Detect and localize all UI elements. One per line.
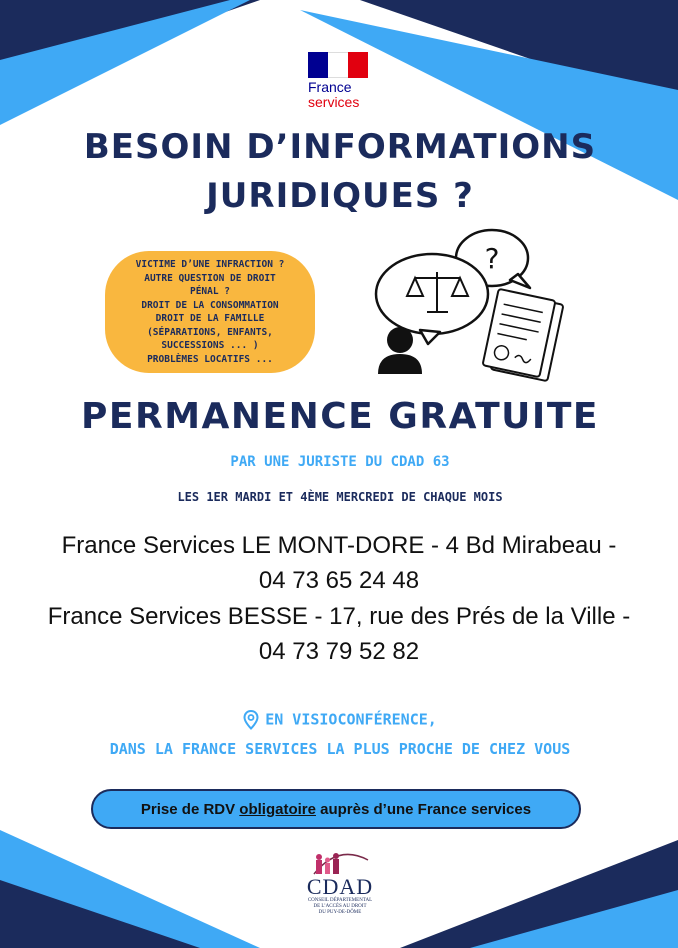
cdad-logo — [300, 850, 380, 915]
question-mark: ? — [484, 242, 500, 275]
visio-text-1: EN VISIOCONFÉRENCE, — [265, 710, 437, 729]
document-icon — [483, 289, 564, 381]
topic-line: AUTRE QUESTION DE DROIT — [144, 272, 276, 284]
phone-line: 04 73 79 52 82 — [258, 638, 420, 665]
rdv-banner — [91, 789, 581, 829]
permanence-heading: PERMANENCE GRATUITE — [81, 396, 599, 437]
logo-line-1: France — [308, 79, 352, 95]
permanence-schedule: LES 1ER MARDI ET 4ÈME MERCREDI DE CHAQUE MOIS — [177, 490, 503, 504]
rdv-text-before: Prise de RDV — [140, 800, 240, 818]
address-line: France Services BESSE - 17, rue des Prés de la Ville - — [47, 603, 631, 630]
cdad-sub-3: DU PUY-DE-DÔME — [318, 910, 362, 915]
topic-line: SUCCESSIONS ... ) — [161, 340, 259, 351]
phone-line: 04 73 65 24 48 — [258, 567, 420, 594]
cdad-name: CDAD — [306, 874, 374, 899]
topic-line: PÉNAL ? — [189, 286, 231, 297]
france-services-logo — [300, 50, 380, 112]
cdad-sub-2: DE L’ACCÈS AU DROIT — [313, 904, 367, 909]
rdv-emphasis: obligatoire — [239, 800, 316, 818]
logo-line-2: services — [308, 94, 360, 110]
title-line-2: JURIDIQUES ? — [206, 176, 474, 216]
cdad-family-icon — [308, 850, 372, 876]
title-line-1: BESOIN D’INFORMATIONS — [83, 127, 597, 167]
location-pin-icon — [243, 710, 259, 730]
topic-line: PROBLÈMES LOCATIFS ... — [147, 353, 273, 365]
visio-line-1 — [40, 710, 640, 730]
topic-line: DROIT DE LA CONSOMMATION — [141, 299, 279, 311]
legal-advice-illustration — [370, 222, 580, 390]
address-line: France Services LE MONT-DORE - 4 Bd Mirabeau - — [61, 532, 617, 559]
cdad-sub-1: CONSEIL DÉPARTEMENTAL — [307, 898, 373, 903]
permanence-by: PAR UNE JURISTE DU CDAD 63 — [230, 454, 450, 470]
topic-line: (SÉPARATIONS, ENFANTS, — [147, 326, 273, 338]
flag-icon — [308, 52, 368, 78]
topic-line: VICTIME D’UNE INFRACTION ? — [135, 259, 285, 270]
topics-bubble — [105, 251, 315, 373]
topic-line: DROIT DE LA FAMILLE — [155, 313, 265, 324]
rdv-text-after: auprès d’une France services — [315, 800, 532, 818]
person-icon — [378, 327, 422, 374]
visio-line-2: DANS LA FRANCE SERVICES LA PLUS PROCHE DE CHEZ VOUS — [109, 740, 571, 758]
